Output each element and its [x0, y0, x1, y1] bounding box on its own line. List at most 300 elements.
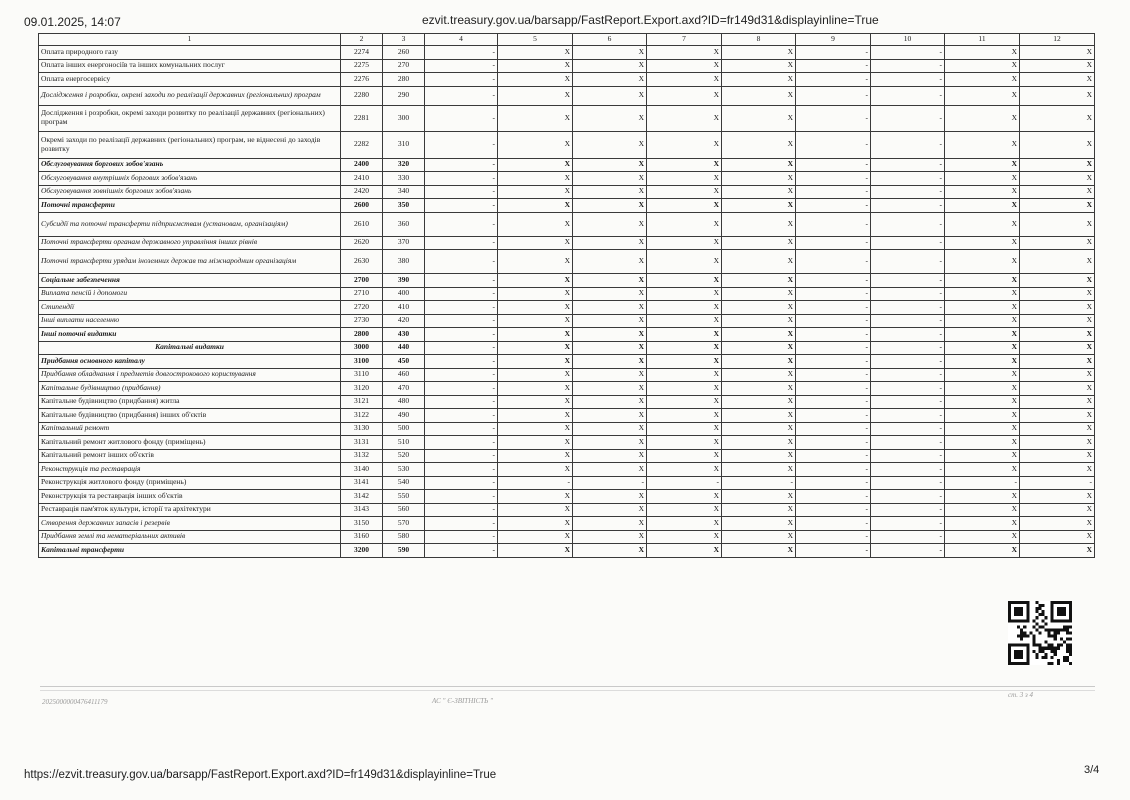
- row-cell-col-6: X: [573, 158, 647, 172]
- row-kekv-code: 3120: [341, 382, 383, 396]
- row-cell-col-6: -: [573, 476, 647, 490]
- row-cell-col-6: X: [573, 544, 647, 558]
- column-number-4: 4: [425, 34, 498, 46]
- table-row: [39, 212, 1095, 236]
- table-row: [39, 86, 1095, 105]
- row-cell-col-10: -: [871, 422, 945, 436]
- row-cell-col-5: X: [498, 436, 573, 450]
- row-cell-col-7: X: [647, 59, 722, 73]
- row-cell-col-6: X: [573, 250, 647, 274]
- row-line-code: 270: [383, 59, 425, 73]
- row-cell-col-7: X: [647, 490, 722, 504]
- row-cell-col-4: -: [425, 301, 498, 315]
- row-cell-col-8: X: [722, 368, 796, 382]
- row-cell-col-9: -: [796, 105, 871, 131]
- row-cell-col-11: X: [945, 463, 1020, 477]
- row-cell-col-5: -: [498, 476, 573, 490]
- row-cell-col-8: X: [722, 517, 796, 531]
- row-cell-col-11: X: [945, 449, 1020, 463]
- row-cell-col-11: X: [945, 341, 1020, 355]
- row-name: Придбання основного капіталу: [39, 355, 341, 369]
- row-cell-col-6: X: [573, 409, 647, 423]
- row-cell-col-11: X: [945, 185, 1020, 199]
- row-cell-col-11: X: [945, 131, 1020, 158]
- row-cell-col-7: X: [647, 517, 722, 531]
- row-cell-col-8: X: [722, 328, 796, 342]
- row-cell-col-8: X: [722, 236, 796, 250]
- row-cell-col-7: X: [647, 274, 722, 288]
- row-kekv-code: 3160: [341, 530, 383, 544]
- row-cell-col-9: -: [796, 476, 871, 490]
- row-cell-col-9: -: [796, 73, 871, 87]
- row-kekv-code: 2630: [341, 250, 383, 274]
- row-cell-col-5: X: [498, 341, 573, 355]
- row-cell-col-7: X: [647, 301, 722, 315]
- row-cell-col-6: X: [573, 301, 647, 315]
- row-line-code: 490: [383, 409, 425, 423]
- row-cell-col-5: X: [498, 449, 573, 463]
- row-cell-col-8: X: [722, 382, 796, 396]
- row-line-code: 550: [383, 490, 425, 504]
- row-cell-col-7: X: [647, 250, 722, 274]
- row-name: Капітальне будівництво (придбання) житла: [39, 395, 341, 409]
- row-cell-col-8: X: [722, 395, 796, 409]
- row-kekv-code: 2410: [341, 172, 383, 186]
- row-kekv-code: 3142: [341, 490, 383, 504]
- row-cell-col-10: -: [871, 368, 945, 382]
- row-cell-col-8: -: [722, 476, 796, 490]
- column-number-3: 3: [383, 34, 425, 46]
- table-row: [39, 46, 1095, 60]
- row-cell-col-7: X: [647, 236, 722, 250]
- row-cell-col-9: -: [796, 544, 871, 558]
- row-kekv-code: 3121: [341, 395, 383, 409]
- row-name: Реконструкція та реставрація: [39, 463, 341, 477]
- row-cell-col-12: X: [1020, 368, 1095, 382]
- row-cell-col-6: X: [573, 59, 647, 73]
- footer-divider-secondary: [40, 690, 1095, 691]
- row-cell-col-11: X: [945, 503, 1020, 517]
- row-cell-col-11: X: [945, 436, 1020, 450]
- row-cell-col-4: -: [425, 185, 498, 199]
- table-row: [39, 105, 1095, 131]
- row-cell-col-10: -: [871, 73, 945, 87]
- row-line-code: 440: [383, 341, 425, 355]
- row-cell-col-5: X: [498, 46, 573, 60]
- row-cell-col-10: -: [871, 449, 945, 463]
- row-cell-col-10: -: [871, 131, 945, 158]
- row-cell-col-5: X: [498, 185, 573, 199]
- table-row: [39, 172, 1095, 186]
- row-name: Окремі заходи по реалізації державних (регіональних) програм, не віднесені до заходів розвитку: [39, 131, 341, 158]
- table-row: [39, 395, 1095, 409]
- row-cell-col-12: X: [1020, 490, 1095, 504]
- row-cell-col-8: X: [722, 530, 796, 544]
- row-cell-col-5: X: [498, 503, 573, 517]
- qr-code: [1008, 601, 1072, 665]
- row-cell-col-9: -: [796, 395, 871, 409]
- row-cell-col-11: X: [945, 490, 1020, 504]
- table-row: [39, 490, 1095, 504]
- row-cell-col-10: -: [871, 517, 945, 531]
- row-cell-col-4: -: [425, 409, 498, 423]
- row-kekv-code: 3141: [341, 476, 383, 490]
- row-cell-col-6: X: [573, 212, 647, 236]
- row-cell-col-7: X: [647, 199, 722, 213]
- row-cell-col-11: X: [945, 86, 1020, 105]
- row-name: Стипендії: [39, 301, 341, 315]
- row-cell-col-4: -: [425, 172, 498, 186]
- row-cell-col-12: X: [1020, 328, 1095, 342]
- row-cell-col-5: X: [498, 172, 573, 186]
- table-row: [39, 236, 1095, 250]
- row-cell-col-8: X: [722, 301, 796, 315]
- row-name: Створення державних запасів і резервів: [39, 517, 341, 531]
- row-kekv-code: 2720: [341, 301, 383, 315]
- row-cell-col-12: X: [1020, 382, 1095, 396]
- row-cell-col-8: X: [722, 131, 796, 158]
- table-row: [39, 382, 1095, 396]
- row-cell-col-9: -: [796, 341, 871, 355]
- row-cell-col-5: X: [498, 158, 573, 172]
- row-cell-col-4: -: [425, 449, 498, 463]
- row-cell-col-7: X: [647, 395, 722, 409]
- row-cell-col-11: X: [945, 105, 1020, 131]
- row-cell-col-12: X: [1020, 355, 1095, 369]
- row-cell-col-5: X: [498, 199, 573, 213]
- row-cell-col-12: X: [1020, 530, 1095, 544]
- row-cell-col-4: -: [425, 199, 498, 213]
- row-cell-col-4: -: [425, 463, 498, 477]
- row-cell-col-7: X: [647, 158, 722, 172]
- row-cell-col-7: X: [647, 328, 722, 342]
- footer-divider: [40, 686, 1095, 687]
- row-cell-col-7: X: [647, 382, 722, 396]
- row-cell-col-6: X: [573, 328, 647, 342]
- row-name: Поточні трансферти: [39, 199, 341, 213]
- row-cell-col-7: X: [647, 46, 722, 60]
- column-number-10: 10: [871, 34, 945, 46]
- row-cell-col-11: X: [945, 172, 1020, 186]
- row-cell-col-9: -: [796, 86, 871, 105]
- row-cell-col-11: X: [945, 301, 1020, 315]
- row-cell-col-9: -: [796, 436, 871, 450]
- row-cell-col-4: -: [425, 46, 498, 60]
- row-line-code: 450: [383, 355, 425, 369]
- row-cell-col-4: -: [425, 395, 498, 409]
- row-cell-col-9: -: [796, 158, 871, 172]
- row-kekv-code: 2282: [341, 131, 383, 158]
- row-cell-col-8: X: [722, 185, 796, 199]
- row-cell-col-10: -: [871, 436, 945, 450]
- row-cell-col-5: X: [498, 236, 573, 250]
- row-cell-col-11: X: [945, 368, 1020, 382]
- row-cell-col-12: X: [1020, 409, 1095, 423]
- row-cell-col-9: -: [796, 463, 871, 477]
- row-cell-col-6: X: [573, 46, 647, 60]
- row-line-code: 500: [383, 422, 425, 436]
- row-line-code: 520: [383, 449, 425, 463]
- row-cell-col-4: -: [425, 236, 498, 250]
- table-row: [39, 544, 1095, 558]
- row-cell-col-6: X: [573, 131, 647, 158]
- row-cell-col-12: X: [1020, 544, 1095, 558]
- row-line-code: 380: [383, 250, 425, 274]
- row-cell-col-5: X: [498, 212, 573, 236]
- row-cell-col-6: X: [573, 517, 647, 531]
- row-cell-col-10: -: [871, 59, 945, 73]
- row-cell-col-9: -: [796, 355, 871, 369]
- row-line-code: 470: [383, 382, 425, 396]
- row-cell-col-12: X: [1020, 73, 1095, 87]
- row-name: Субсидії та поточні трансферти підприємствам (установам, організаціям): [39, 212, 341, 236]
- column-number-8: 8: [722, 34, 796, 46]
- row-cell-col-12: X: [1020, 287, 1095, 301]
- row-line-code: 530: [383, 463, 425, 477]
- row-cell-col-10: -: [871, 355, 945, 369]
- row-cell-col-12: X: [1020, 236, 1095, 250]
- row-line-code: 430: [383, 328, 425, 342]
- row-kekv-code: 3150: [341, 517, 383, 531]
- table-row: [39, 274, 1095, 288]
- row-cell-col-8: X: [722, 314, 796, 328]
- row-line-code: 560: [383, 503, 425, 517]
- row-cell-col-7: X: [647, 86, 722, 105]
- column-number-2: 2: [341, 34, 383, 46]
- row-cell-col-8: X: [722, 158, 796, 172]
- row-cell-col-9: -: [796, 449, 871, 463]
- row-cell-col-5: X: [498, 530, 573, 544]
- row-cell-col-7: X: [647, 314, 722, 328]
- footer-document-id: 2025000000476411179: [42, 698, 108, 706]
- table-row: [39, 409, 1095, 423]
- row-name: Реконструкція житлового фонду (приміщень): [39, 476, 341, 490]
- row-cell-col-10: -: [871, 395, 945, 409]
- row-cell-col-7: X: [647, 105, 722, 131]
- row-kekv-code: 2620: [341, 236, 383, 250]
- row-cell-col-5: X: [498, 382, 573, 396]
- row-cell-col-12: X: [1020, 503, 1095, 517]
- row-name: Оплата енергосервісу: [39, 73, 341, 87]
- row-cell-col-9: -: [796, 314, 871, 328]
- row-cell-col-10: -: [871, 199, 945, 213]
- row-line-code: 320: [383, 158, 425, 172]
- row-cell-col-4: -: [425, 73, 498, 87]
- row-cell-col-10: -: [871, 328, 945, 342]
- row-cell-col-8: X: [722, 212, 796, 236]
- row-kekv-code: 2274: [341, 46, 383, 60]
- row-name: Поточні трансферти урядам іноземних держав та міжнародним організаціям: [39, 250, 341, 274]
- row-kekv-code: 3130: [341, 422, 383, 436]
- row-cell-col-6: X: [573, 463, 647, 477]
- row-kekv-code: 3200: [341, 544, 383, 558]
- row-cell-col-6: X: [573, 395, 647, 409]
- row-name: Дослідження і розробки, окремі заходи розвитку по реалізації державних (регіональних) програм: [39, 105, 341, 131]
- row-cell-col-10: -: [871, 105, 945, 131]
- row-cell-col-7: X: [647, 503, 722, 517]
- row-line-code: 310: [383, 131, 425, 158]
- row-cell-col-4: -: [425, 314, 498, 328]
- row-name: Обслуговування зовнішніх боргових зобов'язань: [39, 185, 341, 199]
- row-cell-col-10: -: [871, 158, 945, 172]
- row-line-code: 360: [383, 212, 425, 236]
- row-cell-col-9: -: [796, 328, 871, 342]
- row-cell-col-10: -: [871, 46, 945, 60]
- row-cell-col-12: X: [1020, 301, 1095, 315]
- row-name: Капітальне будівництво (придбання): [39, 382, 341, 396]
- row-cell-col-8: X: [722, 105, 796, 131]
- page-number: 3/4: [1084, 764, 1100, 776]
- row-cell-col-12: X: [1020, 185, 1095, 199]
- row-cell-col-4: -: [425, 382, 498, 396]
- row-cell-col-11: X: [945, 212, 1020, 236]
- row-cell-col-9: -: [796, 212, 871, 236]
- row-cell-col-5: X: [498, 59, 573, 73]
- row-cell-col-10: -: [871, 185, 945, 199]
- row-kekv-code: 3132: [341, 449, 383, 463]
- row-cell-col-4: -: [425, 59, 498, 73]
- row-cell-col-8: X: [722, 436, 796, 450]
- print-footer-url: https://ezvit.treasury.gov.ua/barsapp/FastReport.Export.axd?ID=fr149d31&displayinline=True: [24, 769, 497, 781]
- row-cell-col-12: X: [1020, 449, 1095, 463]
- row-cell-col-12: X: [1020, 250, 1095, 274]
- table-row: [39, 131, 1095, 158]
- column-number-row: [39, 34, 1095, 46]
- row-cell-col-7: X: [647, 287, 722, 301]
- row-cell-col-6: X: [573, 105, 647, 131]
- row-cell-col-12: X: [1020, 86, 1095, 105]
- row-kekv-code: 2420: [341, 185, 383, 199]
- table-row: [39, 185, 1095, 199]
- row-cell-col-5: X: [498, 301, 573, 315]
- row-cell-col-7: X: [647, 172, 722, 186]
- row-cell-col-10: -: [871, 530, 945, 544]
- row-cell-col-6: X: [573, 172, 647, 186]
- row-cell-col-7: X: [647, 409, 722, 423]
- row-kekv-code: 3140: [341, 463, 383, 477]
- row-cell-col-4: -: [425, 105, 498, 131]
- row-name: Реставрація пам'яток культури, історії та архітектури: [39, 503, 341, 517]
- row-cell-col-5: X: [498, 86, 573, 105]
- row-cell-col-7: X: [647, 368, 722, 382]
- row-cell-col-5: X: [498, 250, 573, 274]
- column-number-9: 9: [796, 34, 871, 46]
- row-cell-col-10: -: [871, 172, 945, 186]
- row-line-code: 280: [383, 73, 425, 87]
- table-row: [39, 199, 1095, 213]
- row-cell-col-5: X: [498, 274, 573, 288]
- row-cell-col-8: X: [722, 73, 796, 87]
- row-cell-col-11: X: [945, 544, 1020, 558]
- row-kekv-code: 3100: [341, 355, 383, 369]
- row-cell-col-6: X: [573, 422, 647, 436]
- row-cell-col-12: X: [1020, 436, 1095, 450]
- row-kekv-code: 2610: [341, 212, 383, 236]
- row-cell-col-5: X: [498, 368, 573, 382]
- row-cell-col-9: -: [796, 301, 871, 315]
- row-cell-col-6: X: [573, 436, 647, 450]
- row-cell-col-4: -: [425, 274, 498, 288]
- row-cell-col-7: X: [647, 355, 722, 369]
- row-cell-col-8: X: [722, 274, 796, 288]
- row-cell-col-6: X: [573, 355, 647, 369]
- table-row: [39, 530, 1095, 544]
- row-cell-col-11: X: [945, 250, 1020, 274]
- row-cell-col-9: -: [796, 46, 871, 60]
- row-cell-col-4: -: [425, 328, 498, 342]
- row-cell-col-11: X: [945, 409, 1020, 423]
- row-cell-col-6: X: [573, 341, 647, 355]
- row-cell-col-7: X: [647, 436, 722, 450]
- row-cell-col-5: X: [498, 463, 573, 477]
- row-cell-col-8: X: [722, 172, 796, 186]
- row-cell-col-6: X: [573, 368, 647, 382]
- row-cell-col-5: X: [498, 105, 573, 131]
- row-name: Реконструкція та реставрація інших об'єктів: [39, 490, 341, 504]
- row-cell-col-11: X: [945, 328, 1020, 342]
- row-cell-col-9: -: [796, 422, 871, 436]
- row-cell-col-6: X: [573, 530, 647, 544]
- row-cell-col-7: X: [647, 422, 722, 436]
- row-cell-col-5: X: [498, 328, 573, 342]
- row-cell-col-12: X: [1020, 158, 1095, 172]
- table-row: [39, 314, 1095, 328]
- row-cell-col-11: X: [945, 46, 1020, 60]
- row-cell-col-6: X: [573, 86, 647, 105]
- row-cell-col-5: X: [498, 131, 573, 158]
- row-cell-col-5: X: [498, 544, 573, 558]
- row-cell-col-8: X: [722, 463, 796, 477]
- row-cell-col-7: X: [647, 212, 722, 236]
- row-cell-col-8: X: [722, 422, 796, 436]
- column-number-7: 7: [647, 34, 722, 46]
- row-name: Соціальне забезпечення: [39, 274, 341, 288]
- row-kekv-code: 3000: [341, 341, 383, 355]
- row-cell-col-6: X: [573, 503, 647, 517]
- row-cell-col-4: -: [425, 517, 498, 531]
- row-cell-col-9: -: [796, 368, 871, 382]
- row-line-code: 460: [383, 368, 425, 382]
- row-cell-col-8: X: [722, 46, 796, 60]
- row-cell-col-4: -: [425, 530, 498, 544]
- row-line-code: 330: [383, 172, 425, 186]
- row-cell-col-4: -: [425, 490, 498, 504]
- row-cell-col-9: -: [796, 274, 871, 288]
- table-row: [39, 328, 1095, 342]
- row-kekv-code: 2400: [341, 158, 383, 172]
- row-cell-col-10: -: [871, 476, 945, 490]
- row-cell-col-10: -: [871, 544, 945, 558]
- row-line-code: 420: [383, 314, 425, 328]
- row-line-code: 370: [383, 236, 425, 250]
- row-line-code: 570: [383, 517, 425, 531]
- row-kekv-code: 2281: [341, 105, 383, 131]
- row-cell-col-10: -: [871, 287, 945, 301]
- row-cell-col-7: X: [647, 131, 722, 158]
- row-cell-col-12: X: [1020, 274, 1095, 288]
- row-cell-col-9: -: [796, 199, 871, 213]
- row-line-code: 290: [383, 86, 425, 105]
- column-number-11: 11: [945, 34, 1020, 46]
- row-cell-col-11: X: [945, 395, 1020, 409]
- row-cell-col-8: X: [722, 199, 796, 213]
- row-cell-col-10: -: [871, 86, 945, 105]
- row-cell-col-11: X: [945, 274, 1020, 288]
- row-cell-col-10: -: [871, 463, 945, 477]
- row-name: Капітальний ремонт житлового фонду (приміщень): [39, 436, 341, 450]
- row-name: Обслуговування внутрішніх боргових зобов'язань: [39, 172, 341, 186]
- row-cell-col-9: -: [796, 131, 871, 158]
